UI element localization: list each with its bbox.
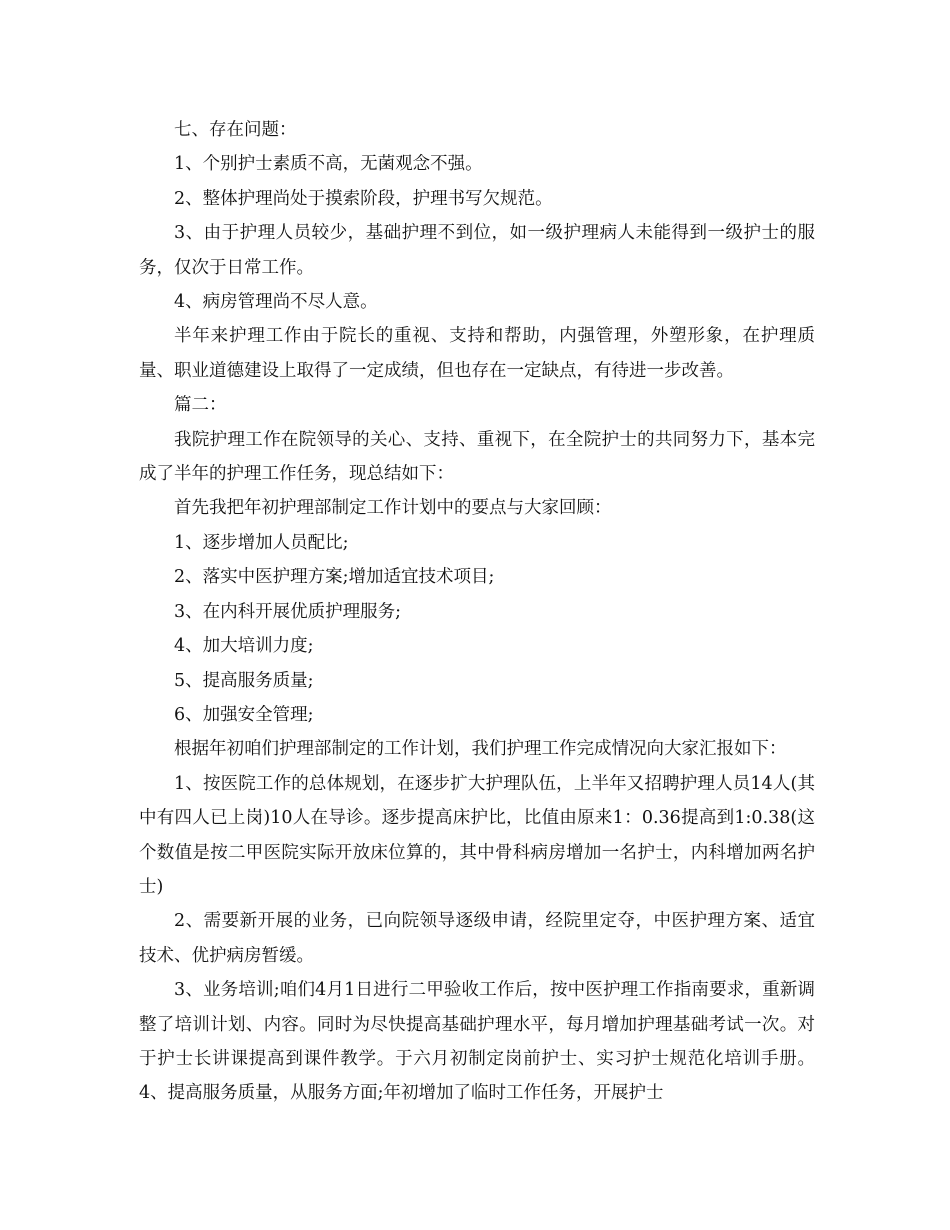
paragraph: 我院护理工作在院领导的关心、支持、重视下，在全院护士的共同努力下，基本完成了半年的护理工作任务，现总结如下： (139, 429, 815, 485)
paragraph: 4、加大培训力度; (174, 636, 314, 657)
paragraph: 1、个别护士素质不高，无菌观念不强。 (174, 154, 483, 175)
paragraph: 半年来护理工作由于院长的重视、支持和帮助，内强管理，外塑形象，在护理质量、职业道德建设上取得了一定成绩，但也存在一定缺点，有待进一步改善。 (139, 326, 815, 381)
paragraph: 七、存在问题： (174, 120, 297, 140)
paragraph: 2、需要新开展的业务，已向院领导逐级申请，经院里定夺，中医护理方案、适宜技术、优护病房暂缓。 (139, 911, 815, 966)
paragraph: 1、按医院工作的总体规划，在逐步扩大护理队伍，上半年又招聘护理人员14人(其中有四人已上岗)10人在导诊。逐步提高床护比，比值由原来1：0.36提高到1:0.38(这个数值是按二甲医院实际开放床位算的，其中骨科病房增加一名护士，内科增加两名护士) (139, 773, 815, 897)
paragraph: 首先我把年初护理部制定工作计划中的要点与大家回顾： (174, 498, 612, 519)
document-body (139, 113, 815, 1111)
paragraph: 6、加强安全管理; (174, 704, 314, 725)
paragraph: 1、逐步增加人员配比; (174, 532, 349, 553)
paragraph: 3、业务培训;咱们4月1日进行二甲验收工作后，按中医护理工作指南要求，重新调整了培训计划、内容。同时为尽快提高基础护理水平，每月增加护理基础考试一次。对于护士长讲课提高到课件教学。于六月初制定岗前护士、实习护士规范化培训手册。4、提高服务质量，从服务方面;年初增加了临时工作任务，开展护士 (139, 980, 815, 1104)
paragraph: 3、由于护理人员较少，基础护理不到位，如一级护理病人未能得到一级护士的服务，仅次于日常工作。 (139, 223, 815, 278)
paragraph: 根据年初咱们护理部制定的工作计划，我们护理工作完成情况向大家汇报如下： (174, 739, 787, 760)
paragraph: 篇二： (174, 395, 227, 416)
paragraph: 2、落实中医护理方案;增加适宜技术项目; (174, 567, 495, 588)
paragraph: 5、提高服务质量; (174, 670, 314, 691)
paragraph: 3、在内科开展优质护理服务; (174, 601, 402, 622)
paragraph: 4、病房管理尚不尽人意。 (174, 292, 378, 313)
paragraph: 2、整体护理尚处于摸索阶段，护理书写欠规范。 (174, 188, 553, 209)
